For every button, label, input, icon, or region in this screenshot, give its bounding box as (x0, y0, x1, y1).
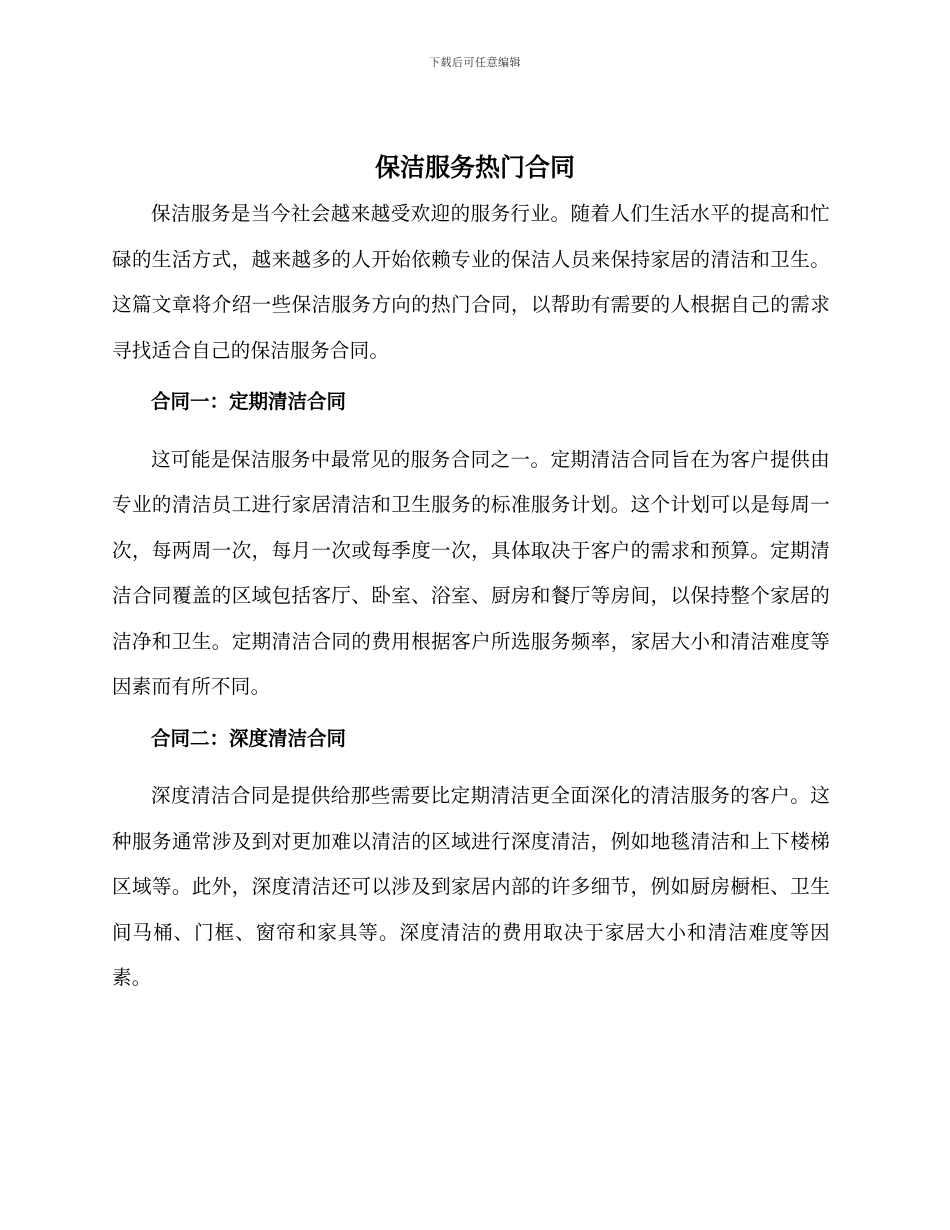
section-paragraph-1: 这可能是保洁服务中最常见的服务合同之一。定期清洁合同旨在为客户提供由专业的清洁员工进行家居清洁和卫生服务的标准服务计划。这个计划可以是每周一次，每两周一次，每月一次或每季度一次，具体取决于客户的需求和预算。定期清洁合同覆盖的区域包括客厅、卧室、浴室、厨房和餐厅等房间，以保持整个家居的洁净和卫生。定期清洁合同的费用根据客户所选服务频率，家居大小和清洁难度等因素而有所不同。 (112, 447, 830, 698)
document-title: 保洁服务热门合同 (374, 153, 575, 182)
section-heading-2: 合同二：深度清洁合同 (151, 726, 347, 750)
intro-paragraph: 保洁服务是当今社会越来越受欢迎的服务行业。随着人们生活水平的提高和忙碌的生活方式，越来越多的人开始依赖专业的保洁人员来保持家居的清洁和卫生。这篇文章将介绍一些保洁服务方向的热门合同，以帮助有需要的人根据自己的需求寻找适合自己的保洁服务合同。 (112, 202, 830, 362)
section-paragraph-2: 深度清洁合同是提供给那些需要比定期清洁更全面深化的清洁服务的客户。这种服务通常涉及到对更加难以清洁的区域进行深度清洁，例如地毯清洁和上下楼梯区域等。此外，深度清洁还可以涉及到家居内部的许多细节，例如厨房橱柜、卫生间马桶、门框、窗帘和家具等。深度清洁的费用取决于家居大小和清洁难度等因素。 (112, 784, 830, 989)
section-heading-1: 合同一：定期清洁合同 (151, 390, 347, 413)
document-body (112, 191, 830, 1001)
header-note: 下载后可任意编辑 (429, 56, 521, 69)
